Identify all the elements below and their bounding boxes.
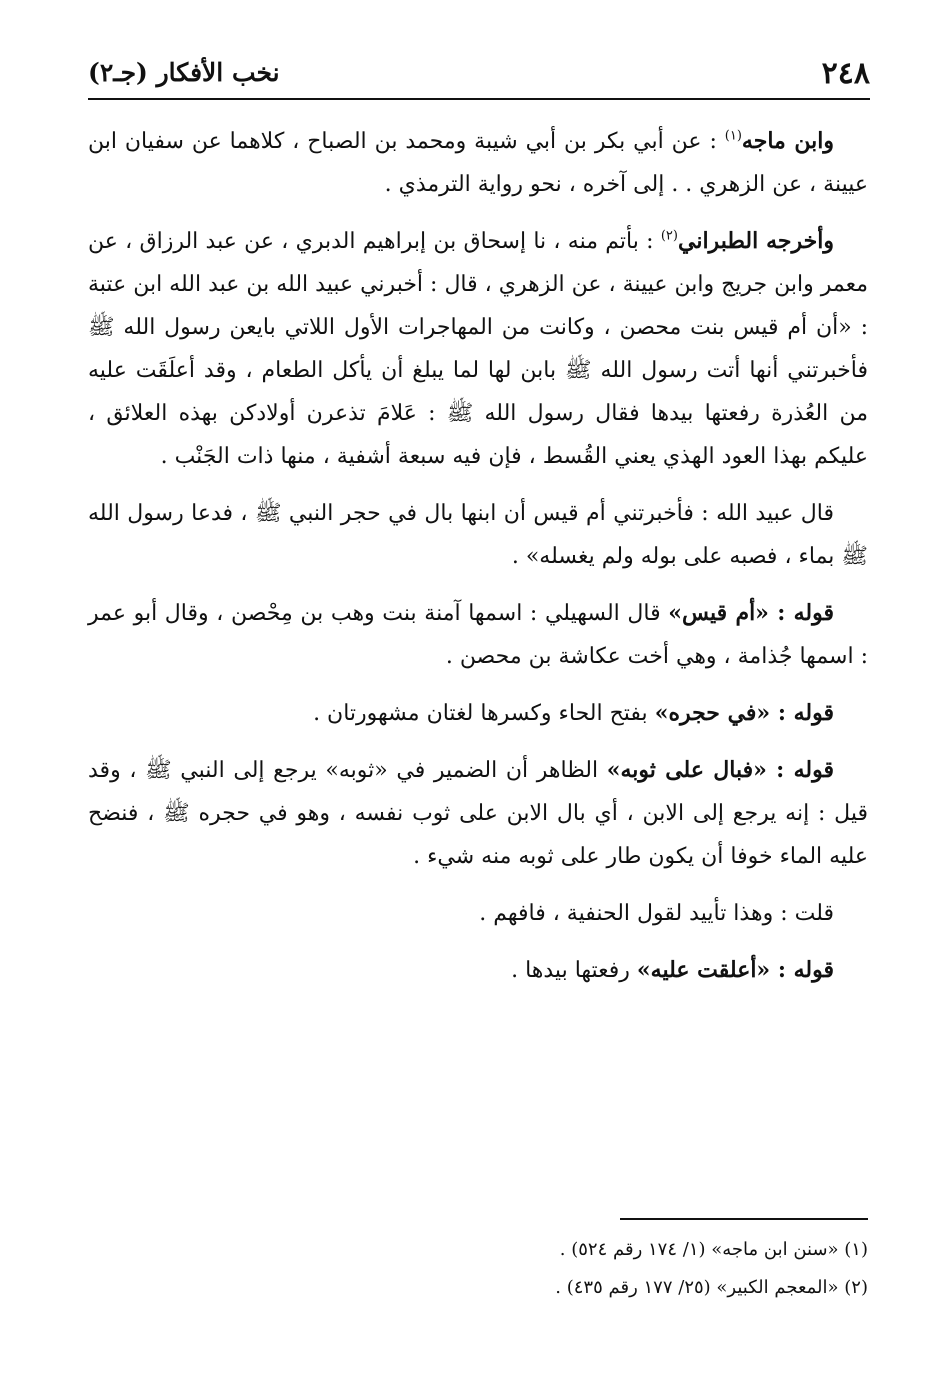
paragraph-fabala — [88, 749, 868, 878]
paragraph-ibn-majah — [88, 120, 868, 206]
page-number: ٢٤٨ — [821, 56, 870, 91]
running-title: نخب الأفكار (جـ٢) — [88, 58, 280, 87]
paragraph-ubaidullah — [88, 492, 868, 578]
paragraph-text: بفتح الحاء وكسرها لغتان مشهورتان . — [313, 701, 655, 726]
paragraph-text: الظاهر أن الضمير في «ثوبه» يرجع إلى النبي ﷺ ، وقد قيل : إنه يرجع إلى الابن ، أي بال الابن على ثوب نفسه ، وهو في حجره ﷺ ، فنضح عليه الماء خوفا أن يكون طار على ثوبه منه شيء . — [88, 758, 868, 869]
paragraph-lead: وأخرجه الطبراني — [677, 228, 835, 254]
paragraph-text: رفعتها بيدها . — [511, 958, 637, 983]
paragraph-lead: قوله : «فبال على ثوبه» — [606, 757, 834, 783]
paragraph-lead: وابن ماجه — [741, 128, 834, 154]
paragraph-text: قلت : وهذا تأييد لقول الحنفية ، فافهم . — [479, 901, 834, 926]
paragraph-lead: قوله : «في حجره» — [654, 700, 834, 726]
paragraph-fi-hijrih — [88, 692, 868, 735]
paragraph-alaqat — [88, 949, 868, 992]
paragraph-umm-qays — [88, 592, 868, 678]
paragraph-lead: قوله : «أعلقت عليه» — [636, 957, 834, 983]
paragraph-text: قال عبيد الله : فأخبرتني أم قيس أن ابنها بال في حجر النبي ﷺ ، فدعا رسول الله ﷺ بماء ، فصبه على بوله ولم يغسله» . — [88, 501, 868, 569]
body-text — [88, 120, 868, 1006]
paragraph-tabarani — [88, 220, 868, 478]
paragraph-text: : بأتم منه ، نا إسحاق بن إبراهيم الدبري ، عن عبد الرزاق ، عن معمر وابن جريج وابن عيينة ، عن الزهري ، قال : أخبرني عبيد الله بن عبد الله ابن عتبة : «أن أم قيس بنت محصن ، وكانت من المهاجرات الأول اللاتي بايعن رسول الله ﷺ فأخبرتني أنها أتت رسول الله ﷺ بابن لها لما يبلغ أن يأكل الطعام ، وقد أعلَقَت عليه من العُذرة رفعتها بيدها فقال رسول الله ﷺ : عَلامَ تذعرن أولادكن بهذه العلائق ، عليكم بهذا العود الهذي يعني القُسط ، فإن فيه سبعة أشفية ، منها ذات الجَنْب . — [88, 229, 868, 469]
page-header — [88, 52, 870, 100]
paragraph-qultu — [88, 892, 868, 935]
paragraph-lead: قوله : «أم قيس» — [668, 600, 834, 626]
footnote-divider — [620, 1218, 868, 1220]
paragraph-text: قال السهيلي : اسمها آمنة بنت وهب بن مِحْصن ، وقال أبو عمر : اسمها جُذامة ، وهي أخت عكاشة بن محصن . — [88, 601, 868, 669]
footnote-2: (٢) «المعجم الكبير» (٢٥/ ١٧٧ رقم ٤٣٥) . — [555, 1277, 868, 1298]
footnote-1: (١) «سنن ابن ماجه» (١/ ١٧٤ رقم ٥٢٤) . — [559, 1239, 868, 1260]
paragraph-text: : عن أبي بكر بن أبي شيبة ومحمد بن الصباح ، كلاهما عن سفيان ابن عيينة ، عن الزهري . . إلى آخره ، نحو رواية الترمذي . — [88, 129, 868, 197]
footnote-ref: (٢) — [660, 228, 678, 244]
footnote-ref: (١) — [724, 128, 742, 144]
